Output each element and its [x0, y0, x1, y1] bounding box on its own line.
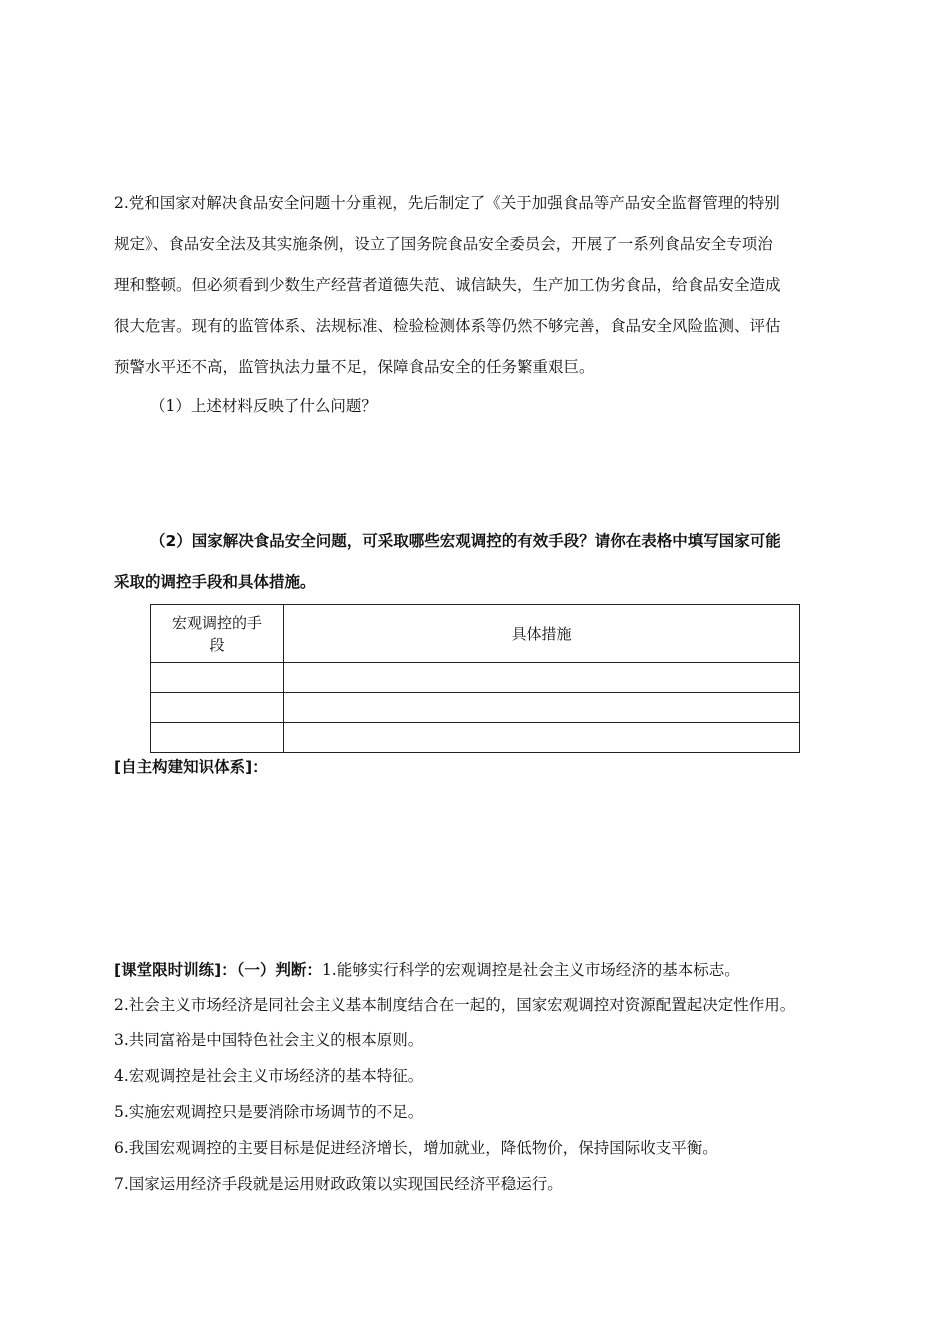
practice-item: 1.能够实行科学的宏观调控是社会主义市场经济的基本标志。 [321, 961, 740, 979]
practice-heading: [课堂限时训练]：（一）判断： [114, 961, 322, 979]
answer-cell-means[interactable] [151, 723, 284, 753]
answer-table [150, 604, 800, 753]
practice-item: 5.实施宏观调控只是要消除市场调节的不足。 [114, 1103, 424, 1121]
table-row [151, 693, 800, 723]
header-means-line2: 段 [209, 635, 225, 654]
header-measures: 具体措施 [284, 605, 800, 663]
answer-cell-measures[interactable] [284, 693, 800, 723]
practice-item: 3.共同富裕是中国特色社会主义的根本原则。 [114, 1031, 424, 1049]
practice-item: 7.国家运用经济手段就是运用财政政策以实现国民经济平稳运行。 [114, 1175, 563, 1193]
material-line: 2.党和国家对解决食品安全问题十分重视，先后制定了《关于加强食品等产品安全监督管理的特别 [114, 194, 780, 212]
question-1: （1）上述材料反映了什么问题？ [150, 397, 377, 415]
header-means-line1: 宏观调控的手 [171, 613, 262, 632]
answer-cell-means[interactable] [151, 693, 284, 723]
material-line: 理和整顿。但必须看到少数生产经营者道德失范、诚信缺失，生产加工伪劣食品，给食品安全造成 [114, 276, 781, 294]
table-row [151, 723, 800, 753]
material-line: 很大危害。现有的监管体系、法规标准、检验检测体系等仍然不够完善，食品安全风险监测、评估 [114, 317, 781, 335]
practice-item: 4.宏观调控是社会主义市场经济的基本特征。 [114, 1067, 424, 1085]
practice-line-1 [114, 960, 844, 980]
table-header-row [151, 605, 800, 663]
table-row [151, 663, 800, 693]
header-means [151, 605, 284, 663]
practice-item: 2.社会主义市场经济是同社会主义基本制度结合在一起的，国家宏观调控对资源配置起决定性作用。 [114, 996, 796, 1014]
knowledge-heading: [自主构建知识体系]： [114, 758, 268, 776]
question-2-line2: 采取的调控手段和具体措施。 [114, 573, 316, 591]
answer-cell-means[interactable] [151, 663, 284, 693]
answer-cell-measures[interactable] [284, 723, 800, 753]
question-2-line1: （2）国家解决食品安全问题，可采取哪些宏观调控的有效手段？请你在表格中填写国家可能 [150, 532, 781, 550]
practice-item: 6.我国宏观调控的主要目标是促进经济增长，增加就业，降低物价，保持国际收支平衡。 [114, 1139, 718, 1157]
answer-cell-measures[interactable] [284, 663, 800, 693]
material-line: 规定》、食品安全法及其实施条例，设立了国务院食品安全委员会，开展了一系列食品安全专项治 [114, 235, 773, 253]
material-line: 预警水平还不高，监管执法力量不足，保障食品安全的任务繁重艰巨。 [114, 358, 595, 376]
